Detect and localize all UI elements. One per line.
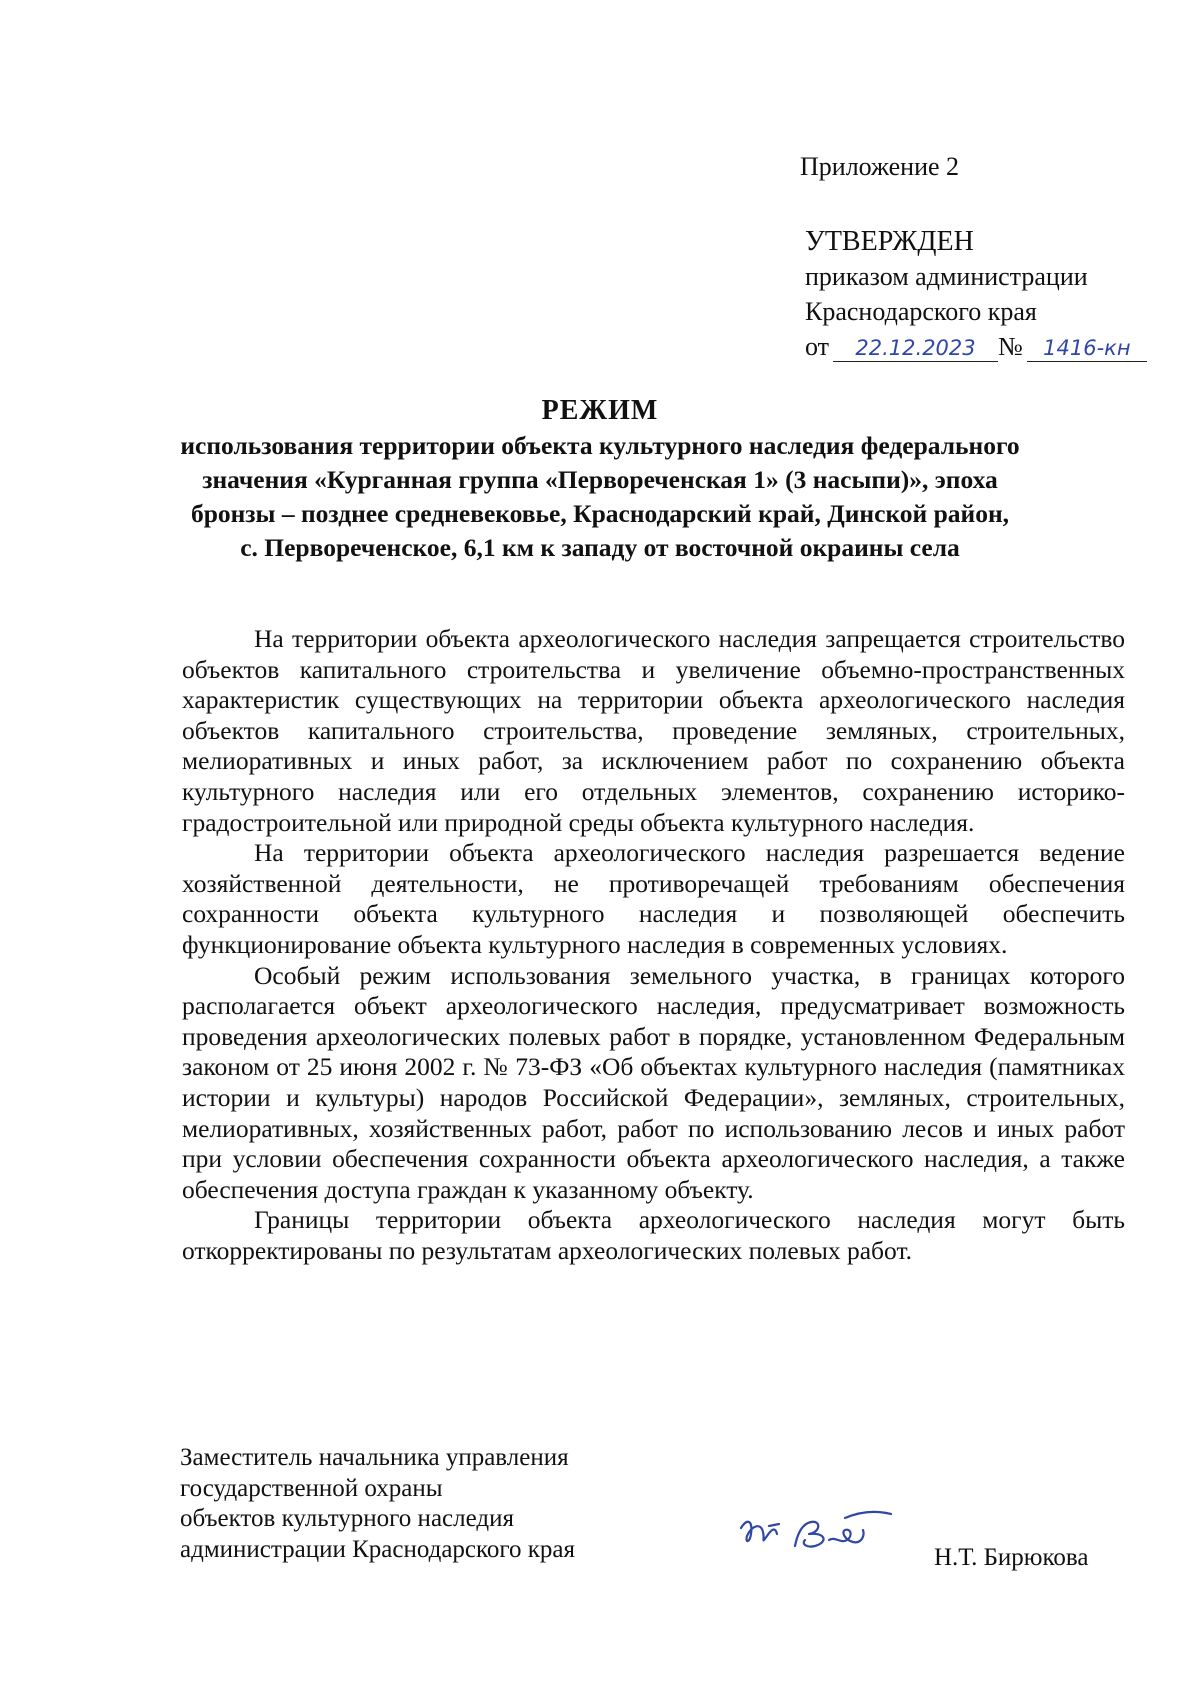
paragraph-boundaries: Границы территории объекта археологического наследия могут быть откорректированы по результатам археологических полевых работ. <box>182 1205 1125 1265</box>
title-block <box>150 395 1050 565</box>
position-line: Заместитель начальника управления <box>180 1444 569 1471</box>
number-prefix: № <box>998 332 1023 361</box>
subtitle-line: значения «Курганная группа «Первореченская 1» (3 насыпи)», эпоха <box>202 465 998 494</box>
document-title: РЕЖИМ <box>541 395 659 426</box>
subtitle-line: с. Первореченское, 6,1 км к западу от восточной окраины села <box>240 533 960 562</box>
position-line: объектов культурного наследия <box>180 1505 514 1532</box>
document-subtitle <box>150 429 1050 565</box>
approval-block <box>805 224 1147 364</box>
appendix-label: Приложение 2 <box>800 152 960 181</box>
paragraph-special-regime: Особый режим использования земельного участка, в границах которого располагается объект археологического наследия, предусматривает возможность проведения археологических полевых работ в порядке, установленном Федеральным законом от 25 июня 2002 г. № 73-ФЗ «Об объектах культурного наследия (памятниках истории и культуры) народов Российской Федерации», земляных, строительных, мелиоративных, хозяйственных работ, работ по использованию лесов и иных работ при условии обеспечения сохранности объекта археологического наследия, а также обеспечения доступа граждан к указанному объекту. <box>182 960 1125 1204</box>
signer-name: Н.Т. Бирюкова <box>934 1544 1089 1571</box>
order-date-value: 22.12.2023 <box>833 335 998 362</box>
subtitle-line: бронзы – позднее средневековье, Краснодарский край, Динской район, <box>190 499 1010 528</box>
approved-by-line-1: приказом администрации <box>805 262 1088 291</box>
body-text <box>182 624 1125 1266</box>
approved-by-line-2: Краснодарского края <box>805 297 1037 326</box>
position-line: администрации Краснодарского края <box>180 1535 576 1563</box>
handwritten-signature-icon <box>735 1506 895 1556</box>
signer-position <box>180 1443 575 1565</box>
order-date-number-line <box>805 329 1147 364</box>
approved-word: УТВЕРЖДЕН <box>805 226 974 257</box>
paragraph-prohibitions: На территории объекта археологического наследия запрещается строительство объектов капитального строительства и увеличение объемно-пространственных характеристик существующих на территории объекта археологического наследия объектов капитального строительства, проведение земляных, строительных, мелиоративных и иных работ, за исключением работ по сохранению объекта культурного наследия или его отдельных элементов, сохранению историко-градостроительной или природной среды объекта культурного наследия. <box>182 624 1125 837</box>
subtitle-line: использования территории объекта культурного наследия федерального <box>180 431 1020 460</box>
position-line: государственной охраны <box>180 1474 443 1502</box>
order-number-value: 1416-кн <box>1027 335 1147 362</box>
date-prefix: от <box>805 332 830 361</box>
paragraph-permissions: На территории объекта археологического наследия разрешается ведение хозяйственной деятельности, не противоречащей требованиям обеспечения сохранности объекта культурного наследия и позволяющей обеспечить функционирование объекта культурного наследия в современных условиях. <box>182 838 1125 959</box>
